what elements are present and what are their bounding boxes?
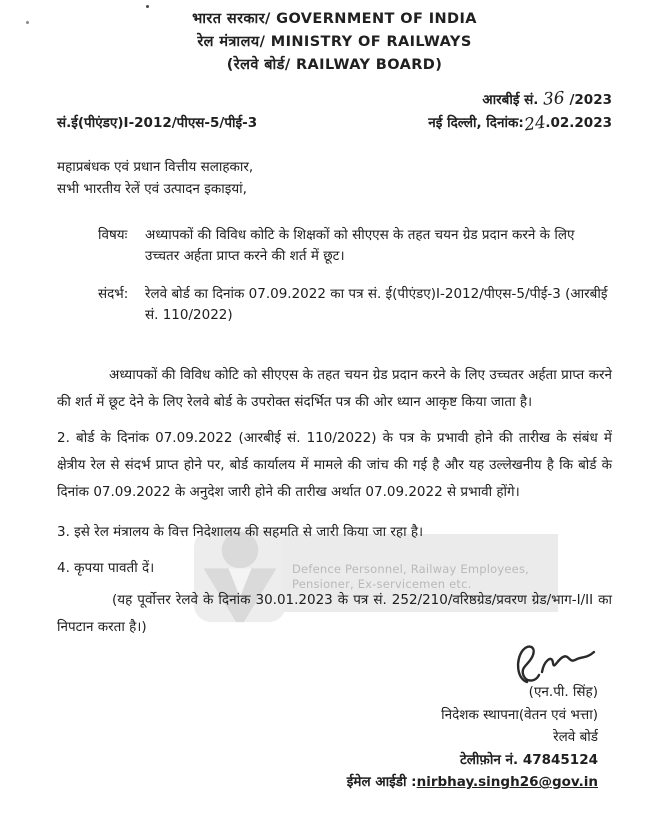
letterhead-ministry: रेल मंत्रालय/ MINISTRY OF RAILWAYS — [197, 34, 472, 50]
date-rest: .02.2023 — [545, 115, 612, 131]
rbe-label: आरबीई सं. — [482, 92, 539, 108]
rbe-year: /2023 — [569, 92, 612, 108]
addressee-block — [57, 156, 612, 200]
closing-paragraph: (यह पूर्वोत्तर रेलवे के दिनांक 30.01.2023 के पत्र सं. 252/210/वरिष्ठग्रेड/प्रवरण ग्रेड/भाग-I/II का निपटान करता है।) — [57, 592, 612, 635]
letterhead-government: भारत सरकार/ GOVERNMENT OF INDIA — [192, 11, 477, 27]
signatory-phone: टेलीफ़ोन नं. 47845124 — [459, 751, 598, 768]
paragraph-1: अध्यापकों की विविध कोटि को सीएएस के तहत चयन ग्रेड प्रदान करने के लिए उच्चतर अर्हता प्राप्त करने की शर्त में छूट देने के लिए रेलवे बोर्ड के उपरोक्त संदर्भित पत्र की ओर ध्यान आकृष्ट किया जाता है। — [57, 367, 612, 410]
subject-text: अध्यापकों की विविध कोटि के शिक्षकों को सीएएस के तहत चयन ग्रेड प्रदान करने के लिए उच्चतर अर्हता प्राप्त करने की शर्त में छूट। — [145, 227, 575, 264]
subject-row — [98, 225, 612, 267]
date-day-handwritten: 24 — [522, 112, 547, 136]
subject-label: विषयः — [98, 227, 128, 243]
reference-text: रेलवे बोर्ड का दिनांक 07.09.2022 का पत्र सं. ई(पीएंडए)I-2012/पीएस-5/पीई-3 (आरबीई सं. 110/2022) — [145, 286, 608, 323]
reference-label: संदर्भ: — [98, 286, 129, 302]
reference-row — [98, 284, 612, 326]
signatory-email-line — [347, 771, 598, 794]
place-date-label: नई दिल्ली, दिनांक: — [428, 115, 524, 131]
signatory-block — [347, 681, 598, 794]
signatory-organisation: रेलवे बोर्ड — [553, 729, 598, 745]
file-date-row — [57, 113, 612, 134]
addressee-line-1: महाप्रबंधक एवं प्रधान वित्तीय सलाहकार, — [57, 159, 254, 175]
watermark-line: Defence Personnel, Railway Employees, — [292, 562, 530, 576]
paragraph-2: 2. बोर्ड के दिनांक 07.09.2022 (आरबीई सं. 110/2022) के पत्र के प्रभावी होने की तारीख के संबंध में क्षेत्रीय रेल से संदर्भ प्राप्त होने पर, बोर्ड कार्यालय में मामले की जांच की गई है और यह उल्लेखनीय है कि बोर्ड के दिनांक 07.09.2022 के अनुदेश जारी होने की तारीख अर्थात 07.09.2022 से प्रभावी होंगे। — [57, 430, 612, 500]
paragraph-4: 4. कृपया पावती दें। — [57, 560, 155, 576]
place-date — [428, 113, 612, 134]
watermark-line: Pensioner, Ex-servicemen etc. — [292, 577, 472, 591]
rbe-number-handwritten: 36 — [542, 88, 566, 110]
addressee-line-2: सभी भारतीय रेलें एवं उत्पादन इकाइयां, — [57, 181, 247, 197]
email-label: ईमेल आईडी : — [346, 774, 417, 790]
letterhead — [57, 8, 612, 77]
rbe-number-line — [57, 90, 612, 111]
email-link[interactable]: nirbhay.singh26@gov.in — [416, 774, 598, 790]
signatory-name: (एन.पी. सिंह) — [528, 684, 598, 700]
letterhead-board: (रेलवे बोर्ड/ RAILWAY BOARD) — [226, 57, 443, 73]
signatory-designation: निदेशक स्थापना(वेतन एवं भत्ता) — [441, 706, 598, 723]
paragraph-3: 3. इसे रेल मंत्रालय के वित्त निदेशालय की सहमति से जारी किया जा रहा है। — [57, 524, 424, 540]
file-number: सं.ई(पीएंडए)I-2012/पीएस-5/पीई-3 — [57, 115, 258, 131]
